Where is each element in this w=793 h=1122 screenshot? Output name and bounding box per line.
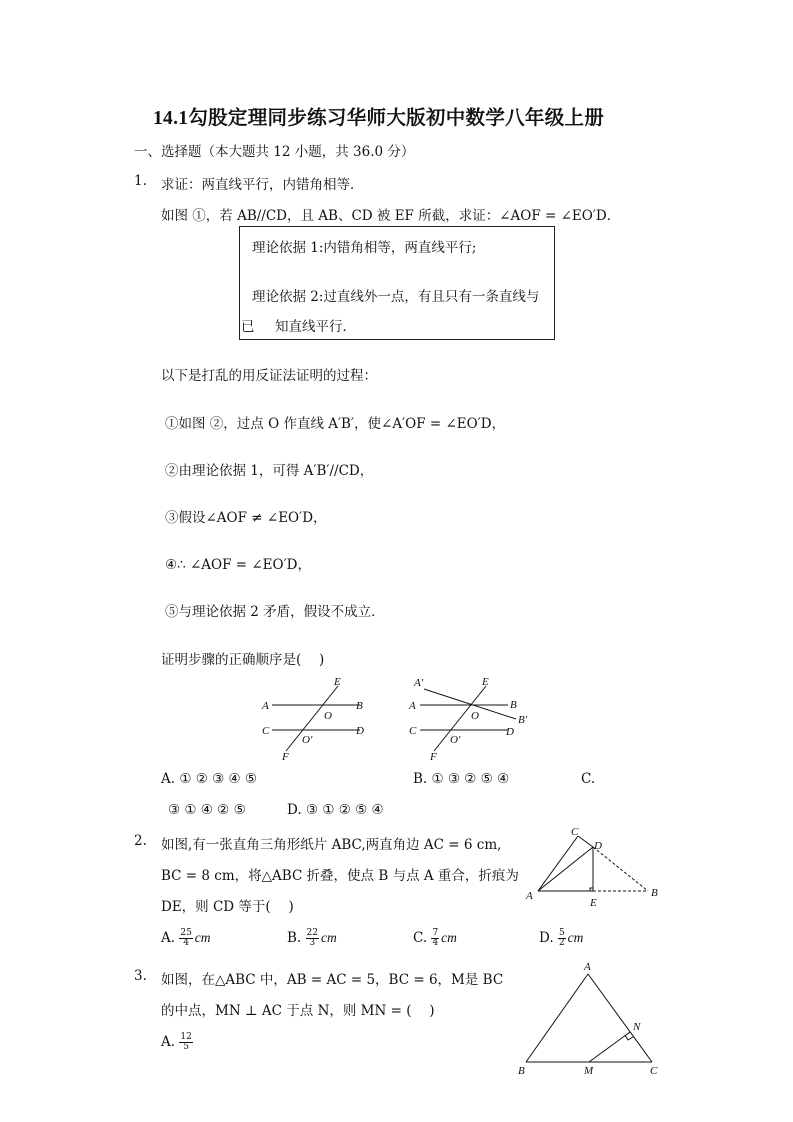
q2-line-3: DE，则 CD 等于( ) — [161, 899, 294, 915]
q1-step-5: ⑤与理论依据 2 矛盾，假设不成立． — [165, 604, 385, 620]
fig1-label-O: O — [324, 710, 332, 722]
q2-fig-label-C: C — [571, 826, 579, 838]
q2-option-c[interactable]: C. $\frac{7}{4}$ cm — [413, 928, 457, 948]
fig2-label-O: O — [471, 710, 479, 722]
q1-stem: 求证：两直线平行，内错角相等． — [161, 177, 364, 193]
q1-option-c[interactable]: C. — [581, 771, 596, 787]
fig1-label-O2: O′ — [302, 734, 313, 746]
q2-fig-label-E: E — [590, 897, 597, 909]
q3-fig-label-B: B — [518, 1065, 525, 1077]
q2-line-2: BC = 8 cm，将△ABC 折叠，使点 B 与点 A 重合，折痕为 — [161, 868, 519, 884]
q1-step-4: ④∴ ∠AOF = ∠EO′D， — [165, 557, 311, 573]
q3-line-2: 的中点，MN ⊥ AC 于点 N，则 MN = ( ) — [161, 1003, 435, 1019]
q1-given: 如图 ①，若 AB//CD，且 AB、CD 被 EF 所截，求证：∠AOF = ∠EO′D． — [161, 208, 621, 224]
q2-fig-label-B: B — [651, 887, 658, 899]
q3-line-1: 如图，在△ABC 中，AB = AC = 5，BC = 6，M是 BC — [161, 972, 504, 988]
q1-step-1: ①如图 ②，过点 O 作直线 A′B′，使∠A′OF = ∠EO′D， — [165, 416, 506, 432]
fig1-label-B: B — [356, 700, 363, 712]
page-title: 14.1勾股定理同步练习华师大版初中数学八年级上册 — [153, 108, 605, 129]
fig2-label-C: C — [409, 725, 417, 737]
q3-fig-label-M: M — [584, 1065, 594, 1077]
q1-prompt: 证明步骤的正确顺序是( ) — [161, 652, 325, 668]
fig2-label-E: E — [482, 676, 489, 688]
fig1-label-D: D — [356, 725, 364, 737]
q1-option-d[interactable]: D. ③ ① ② ⑤ ④ — [287, 802, 384, 818]
q1-option-a[interactable]: A. ① ② ③ ④ ⑤ — [161, 771, 258, 787]
q1-option-b[interactable]: B. ① ③ ② ⑤ ④ — [413, 771, 510, 787]
q1-number: 1. — [134, 173, 147, 189]
theory-line-2: 理论依据 2:过直线外一点，有且只有一条直线与 — [252, 289, 540, 305]
q2-figure — [520, 824, 665, 914]
q3-fig-label-N: N — [633, 1021, 641, 1033]
theory-line-3b: 知直线平行． — [275, 319, 356, 335]
fig1-label-C: C — [262, 725, 270, 737]
theory-line-3a: 已 — [241, 319, 255, 335]
q1-step-3: ③假设∠AOF ≠ ∠EO′D， — [165, 510, 327, 526]
q3-option-a[interactable]: A. $\frac{12}{5}$ — [161, 1032, 192, 1052]
q1-intro: 以下是打乱的用反证法证明的过程： — [161, 368, 377, 384]
q1-option-c-content[interactable]: ③ ① ④ ② ⑤ — [168, 802, 246, 818]
theory-line-1: 理论依据 1:内错角相等，两直线平行; — [252, 240, 477, 256]
q1-figure-1 — [258, 672, 378, 764]
q3-figure — [512, 958, 667, 1080]
fig1-label-A: A — [262, 700, 269, 712]
q2-number: 2. — [134, 833, 147, 849]
fig2-label-A1: A′ — [414, 677, 424, 689]
section-heading: 一、选择题（本大题共 12 小题，共 36.0 分） — [134, 144, 415, 160]
fig2-label-A: A — [409, 700, 416, 712]
fig1-label-F: F — [282, 751, 289, 763]
q2-option-d[interactable]: D. $\frac{5}{2}$ cm — [539, 928, 584, 948]
q2-option-b[interactable]: B. $\frac{22}{3}$ cm — [287, 928, 337, 948]
fig2-label-B: B — [510, 699, 517, 711]
q1-step-2: ②由理论依据 1，可得 A′B′//CD， — [165, 463, 374, 479]
fig2-label-F: F — [430, 751, 437, 763]
q2-option-a[interactable]: A. $\frac{25}{4}$ cm — [161, 928, 211, 948]
fig2-label-O2: O′ — [450, 734, 461, 746]
q2-line-1: 如图,有一张直角三角形纸片 ABC,两直角边 AC = 6 cm, — [161, 837, 502, 853]
q3-number: 3. — [134, 968, 147, 984]
fig2-label-D: D — [506, 726, 514, 738]
q2-fig-label-A: A — [526, 890, 533, 902]
q3-fig-label-C: C — [650, 1065, 658, 1077]
fig1-label-E: E — [334, 676, 341, 688]
fig2-label-B1: B′ — [518, 714, 528, 726]
q1-figure-2 — [404, 672, 534, 764]
q2-fig-label-D: D — [594, 840, 602, 852]
q3-fig-label-A: A — [584, 961, 591, 973]
